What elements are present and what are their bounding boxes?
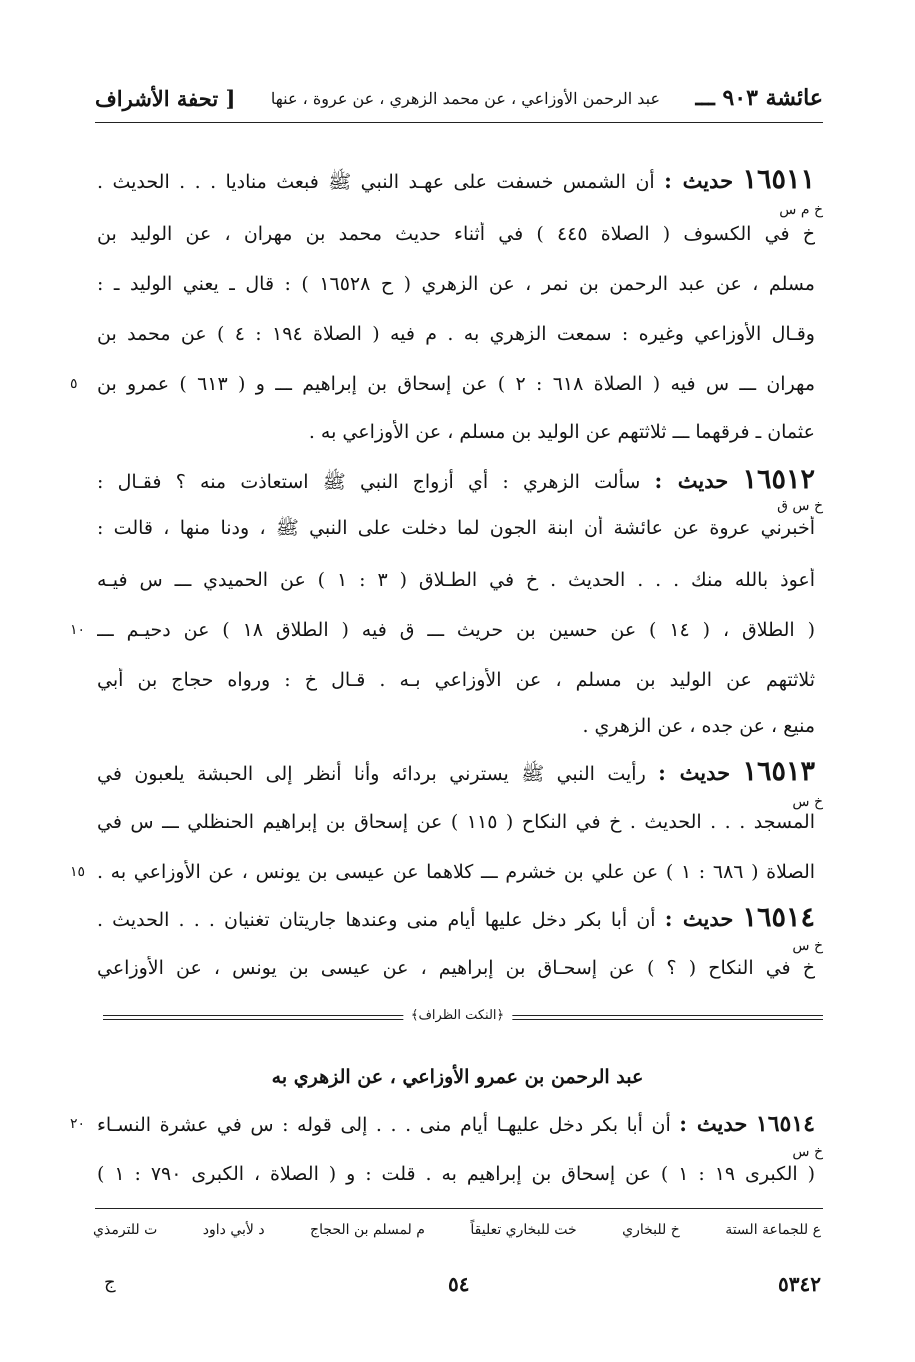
hadith-16511-line-4: وقـال الأوزاعي وغيره : سمعت الزهري به . م فيه ( الصلاة ١٩٤ : ٤ ) عن محمد بن bbox=[97, 323, 815, 345]
hadith-16513-code: خ س bbox=[792, 794, 823, 810]
legend-item: ت للترمذي bbox=[93, 1222, 158, 1238]
hadith-16511-line-3: مسلم ، عن عبد الرحمن بن نمر ، عن الزهري ( ح ١٦٥٢٨ ) : قال ـ يعني الوليد ـ : bbox=[97, 273, 815, 295]
legend-item: خ للبخاري bbox=[622, 1222, 680, 1238]
hadith-number: ١٦٥١٣ bbox=[742, 760, 815, 786]
hadith-16511-line-5: مهران ـــ س فيه ( الصلاة ٦١٨ : ٢ ) عن إسحاق بن إبراهيم ـــ و ( ٦١٣ ) عمرو بن bbox=[97, 373, 815, 395]
hadith-16513-line-1 bbox=[97, 760, 815, 786]
hadith-text: سألت الزهري : أي أزواج النبي ﷺ استعاذت منه ؟ فقـال : bbox=[97, 471, 641, 493]
line-number: ٢٠ bbox=[70, 1116, 86, 1132]
legend-rule bbox=[95, 1208, 823, 1209]
header-aisha: عائشة ٩٠٣ ـــ bbox=[695, 85, 823, 111]
hadith-16512-line-4: ( الطلاق ، ( ١٤ ) عن حسين بن حريث ـــ ق فيه ( الطلاق ١٨ ) عن دحيـم ـــ bbox=[97, 619, 815, 641]
legend-item: م لمسلم بن الحجاج bbox=[310, 1222, 425, 1238]
hadith-text: أن أبا بكر دخل عليهـا أيام منى . . . إلى قوله : س في عشرة النسـاء bbox=[97, 1114, 671, 1136]
hadith-16512-line-6: منيع ، عن جده ، عن الزهري . bbox=[582, 715, 815, 737]
line-number: ٥ bbox=[70, 376, 78, 392]
hadith-number: ١٦٥١٤ bbox=[755, 1112, 815, 1137]
nukat-line-1 bbox=[97, 1112, 815, 1137]
hadith-number: ١٦٥١١ bbox=[742, 168, 815, 194]
hadith-label: حديث : bbox=[664, 168, 734, 193]
hadith-16514-line-1 bbox=[97, 906, 815, 932]
hadith-label: حديث : bbox=[664, 906, 734, 931]
hadith-16512-line-1 bbox=[97, 468, 815, 494]
nukat-code: خ س bbox=[792, 1144, 823, 1160]
hadith-16513-line-2: المسجد . . . الحديث . خ في النكاح ( ١١٥ ) عن إسحاق بن إبراهيم الحنظلي ـــ س في bbox=[97, 811, 815, 833]
hadith-text: رأيت النبي ﷺ يسترني بردائه وأنا أنظر إلى الحبشة يلعبون في bbox=[97, 763, 646, 785]
legend-item: ع للجماعة الستة bbox=[725, 1222, 821, 1238]
hadith-16511-code: خ م س bbox=[779, 202, 823, 218]
footer-volume-mark: ج bbox=[104, 1272, 116, 1293]
nukat-isnad-heading: عبد الرحمن بن عمرو الأوزاعي ، عن الزهري به bbox=[271, 1066, 644, 1088]
legend-item: خت للبخاري تعليقاً bbox=[470, 1222, 577, 1238]
abbreviation-legend bbox=[93, 1222, 821, 1238]
footer-reference-number: ٥٣٤٢ bbox=[778, 1272, 821, 1296]
header-rule bbox=[95, 122, 823, 123]
hadith-16514-code: خ س bbox=[792, 938, 823, 954]
footer-page-number: ٥٤ bbox=[448, 1272, 470, 1296]
hadith-number: ١٦٥١٤ bbox=[742, 906, 815, 932]
hadith-16511-line-1 bbox=[97, 168, 815, 194]
running-header bbox=[95, 80, 823, 116]
header-chain: عبد الرحمن الأوزاعي ، عن محمد الزهري ، عن عروة ، عنها bbox=[270, 88, 660, 108]
hadith-label: حديث : bbox=[658, 760, 731, 785]
hadith-16511-line-6: عثمان ـ فرقهما ـــ ثلاثتهم عن الوليد بن مسلم ، عن الأوزاعي به . bbox=[308, 421, 815, 443]
hadith-text: أن أبا بكر دخل عليها أيام منى وعندها جاريتان تغنيان . . . الحديث . bbox=[97, 909, 656, 931]
hadith-16513-line-3: الصلاة ( ٦٨٦ : ١ ) عن علي بن خشرم ـــ كلاهما عن عيسى بن يونس ، عن الأوزاعي به . bbox=[97, 861, 815, 883]
hadith-16512-line-5: ثلاثتهم عن الوليد بن مسلم ، عن الأوزاعي بـه . قـال خ : ورواه حجاج بن أبي bbox=[97, 669, 815, 691]
hadith-16511-line-2: خ في الكسوف ( الصلاة ٤٤٥ ) في أثناء حديث محمد بن مهران ، عن الوليد بن bbox=[97, 223, 815, 245]
hadith-16512-line-2: أخبرني عروة عن عائشة أن ابنة الجون لما دخلت على النبي ﷺ ، ودنا منها ، قالت : bbox=[97, 517, 815, 539]
nukat-line-2: ( الكبرى ١٩ : ١ ) عن إسحاق بن إبراهيم به . قلت : و ( الصلاة ، الكبرى ٧٩٠ : ١ ) bbox=[97, 1163, 815, 1185]
legend-item: د لأبي داود bbox=[202, 1222, 265, 1238]
line-number: ١٠ bbox=[70, 622, 86, 638]
hadith-16514-line-2: خ في النكاح ( ؟ ) عن إسحـاق بن إبراهيم ، عن عيسى بن يونس ، عن الأوزاعي bbox=[97, 957, 815, 979]
hadith-16512-code: خ س ق bbox=[777, 498, 823, 514]
header-book-title: [ تحفة الأشراف bbox=[95, 85, 236, 111]
line-number: ١٥ bbox=[70, 864, 86, 880]
hadith-number: ١٦٥١٢ bbox=[742, 468, 815, 494]
hadith-label: حديث : bbox=[654, 468, 729, 493]
hadith-text: أن الشمس خسفت على عهـد النبي ﷺ فبعث مناديا . . . الحديث . bbox=[97, 171, 655, 193]
hadith-16512-line-3: أعوذ بالله منك . . . الحديث . خ في الطـلاق ( ٣ : ١ ) عن الحميدي ـــ س فيـه bbox=[97, 569, 815, 591]
hadith-label: حديث : bbox=[679, 1112, 748, 1136]
nukat-title: ﴿النكت الظراف﴾ bbox=[403, 1008, 512, 1023]
